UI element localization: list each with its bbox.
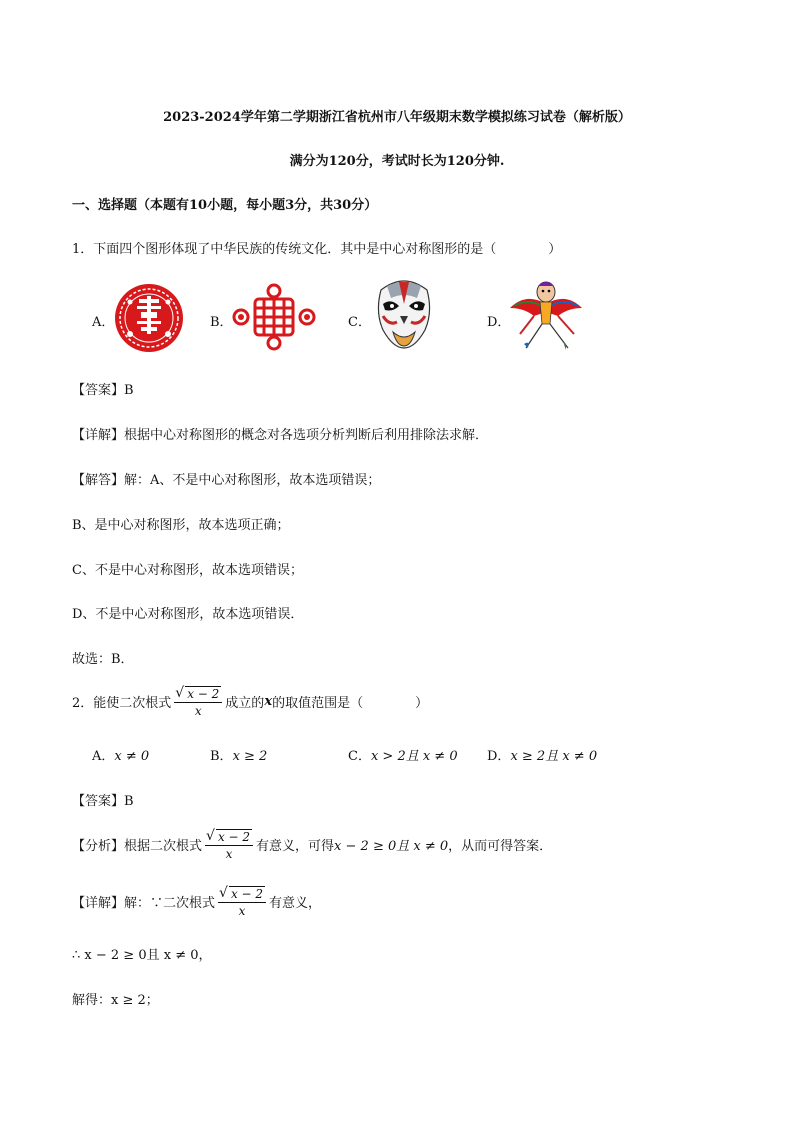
q1-option-b-label: B． [210, 315, 233, 330]
q2-analysis-fraction: √ x − 2 x [205, 829, 253, 860]
q2-option-d-math: x ≥ 2且 x ≠ 0 [510, 749, 598, 764]
q2-detail-denominator: x [238, 904, 246, 918]
q1-option-d-label: D． [487, 315, 511, 330]
q1-solution-line-1: 【解答】解：A、不是中心对称图形，故本选项错误； [72, 473, 381, 488]
q2-stem-variable: x [264, 694, 273, 709]
red-paper-cut-circle-image [112, 282, 186, 354]
q2-analysis-denominator: x [225, 847, 233, 861]
q2-analysis-numerator: x − 2 [217, 830, 251, 844]
page-title: 2023-2024学年第二学期浙江省杭州市八年级期末数学模拟练习试卷（解析版） [163, 110, 631, 125]
q2-option-c [348, 745, 458, 764]
q2-option-c-label: C． [348, 749, 371, 764]
q2-option-b-math: x ≥ 2 [232, 749, 268, 764]
q2-option-d-label: D． [487, 749, 511, 764]
q2-detail-fraction: √ x − 2 x [218, 886, 266, 917]
section-heading: 一、选择题（本题有10小题，每小题3分，共30分） [72, 198, 378, 213]
q2-option-b [210, 745, 267, 764]
q1-choice: 故选：B． [72, 652, 134, 667]
q2-analysis-prefix: 【分析】根据二次根式 [72, 839, 203, 854]
q2-therefore-line: ∴ x − 2 ≥ 0且 x ≠ 0， [72, 948, 212, 963]
q2-analysis-math: x − 2 ≥ 0且 x ≠ 0 [334, 839, 449, 854]
q2-fraction: √ x − 2 x [174, 686, 222, 717]
kite-image [506, 278, 586, 352]
q1-solution-line-4: D、不是中心对称图形，故本选项错误． [72, 607, 304, 622]
q2-detail [72, 886, 321, 917]
q2-analysis [72, 829, 552, 860]
q2-fraction-denominator: x [194, 704, 202, 718]
q2-analysis-end: ，从而可得答案． [448, 839, 553, 854]
question-2-stem [72, 686, 428, 717]
q2-fraction-numerator: x − 2 [187, 687, 220, 701]
q1-detail: 【详解】根据中心对称图形的概念对各选项分析判断后利用排除法求解． [72, 428, 489, 443]
q1-option-c-label: C． [348, 315, 371, 330]
q2-detail-prefix: 【详解】解：∵二次根式 [72, 896, 216, 911]
q2-option-a-label: A． [92, 749, 115, 764]
q1-solution-line-3: C、不是中心对称图形，故本选项错误； [72, 563, 303, 578]
opera-mask-image [373, 276, 435, 350]
q1-answer: 【答案】B [72, 383, 134, 398]
question-1-stem: 1．下面四个图形体现了中华民族的传统文化．其中是中心对称图形的是（ ） [72, 242, 562, 257]
q2-stem-end: 的取值范围是（ ） [272, 696, 429, 711]
q2-option-a [92, 745, 149, 764]
q2-stem-suffix: 成立的 [225, 696, 265, 711]
q1-option-a-label: A． [92, 315, 115, 330]
q2-stem-prefix: 2．能使二次根式 [72, 696, 172, 711]
q2-option-c-math: x > 2且 x ≠ 0 [370, 749, 458, 764]
q2-option-a-math: x ≠ 0 [114, 749, 150, 764]
chinese-knot-image [231, 283, 317, 351]
q2-detail-suffix: 有意义， [269, 896, 322, 911]
exam-subtitle: 满分为120分，考试时长为120分钟. [289, 154, 505, 169]
q2-answer: 【答案】B [72, 794, 134, 809]
q2-solve-line: 解得：x ≥ 2； [72, 993, 159, 1008]
q2-option-d [487, 745, 597, 764]
q2-detail-numerator: x − 2 [230, 887, 264, 901]
q2-analysis-suffix: 有意义，可得 [256, 839, 335, 854]
q1-solution-line-2: B、是中心对称图形，故本选项正确； [72, 518, 290, 533]
q2-option-b-label: B． [210, 749, 233, 764]
